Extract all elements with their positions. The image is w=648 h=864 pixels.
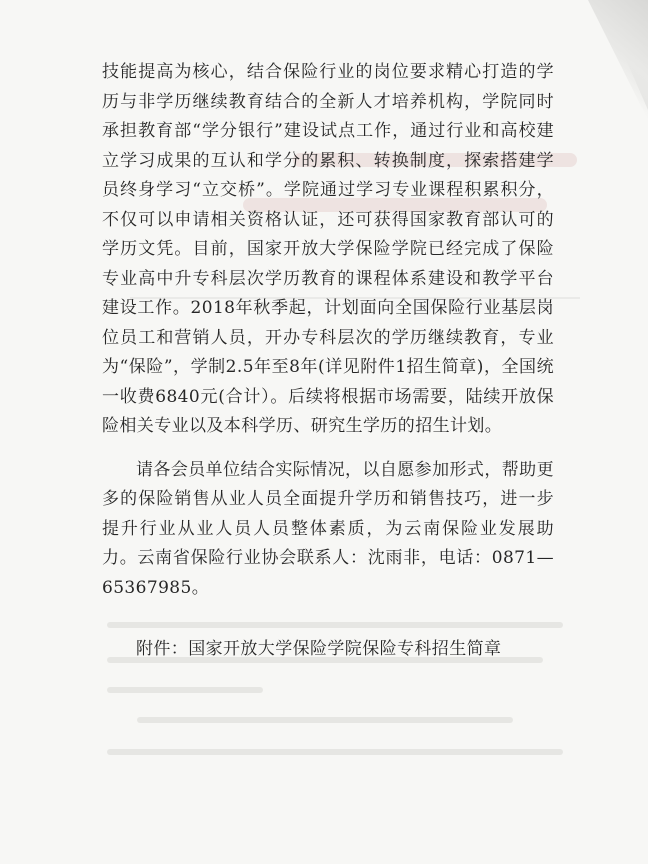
paragraph-1: 技能提高为核心，结合保险行业的岗位要求精心打造的学历与非学历继续教育结合的全新人才培养机构，学院同时承担教育部“学分银行”建设试点工作，通过行业和高校建立学习成果的互认和学分的累积、转换制度，探索搭建学员终身学习“立交桥”。学院通过学习专业课程积累积分，不仅可以申请相关资格认证，还可获得国家教育部认可的学历文凭。目前，国家开放大学保险学院已经完成了保险专业高中升专科层次学历教育的课程体系建设和教学平台建设工作。2018年秋季起，计划面向全国保险行业基层岗位员工和营销人员，开办专科层次的学历继续教育，专业为“保险”，学制2.5年至8年(详见附件1招生简章)，全国统一收费6840元(合计）。后续将根据市场需要，陆续开放保险相关专业以及本科学历、研究生学历的招生计划。 (102, 62, 554, 436)
paragraph-2: 请各会员单位结合实际情况，以自愿参加形式，帮助更多的保险销售从业人员全面提升学历和销售技巧，进一步提升行业从业人员人员整体素质，为云南保险业发展助力。云南省保险行业协会联系人：沈雨非，电话：0871—65367985。 (102, 459, 554, 598)
attachment-line: 附件：国家开放大学保险学院保险专科招生简章 (136, 639, 502, 659)
document-body (102, 58, 554, 665)
